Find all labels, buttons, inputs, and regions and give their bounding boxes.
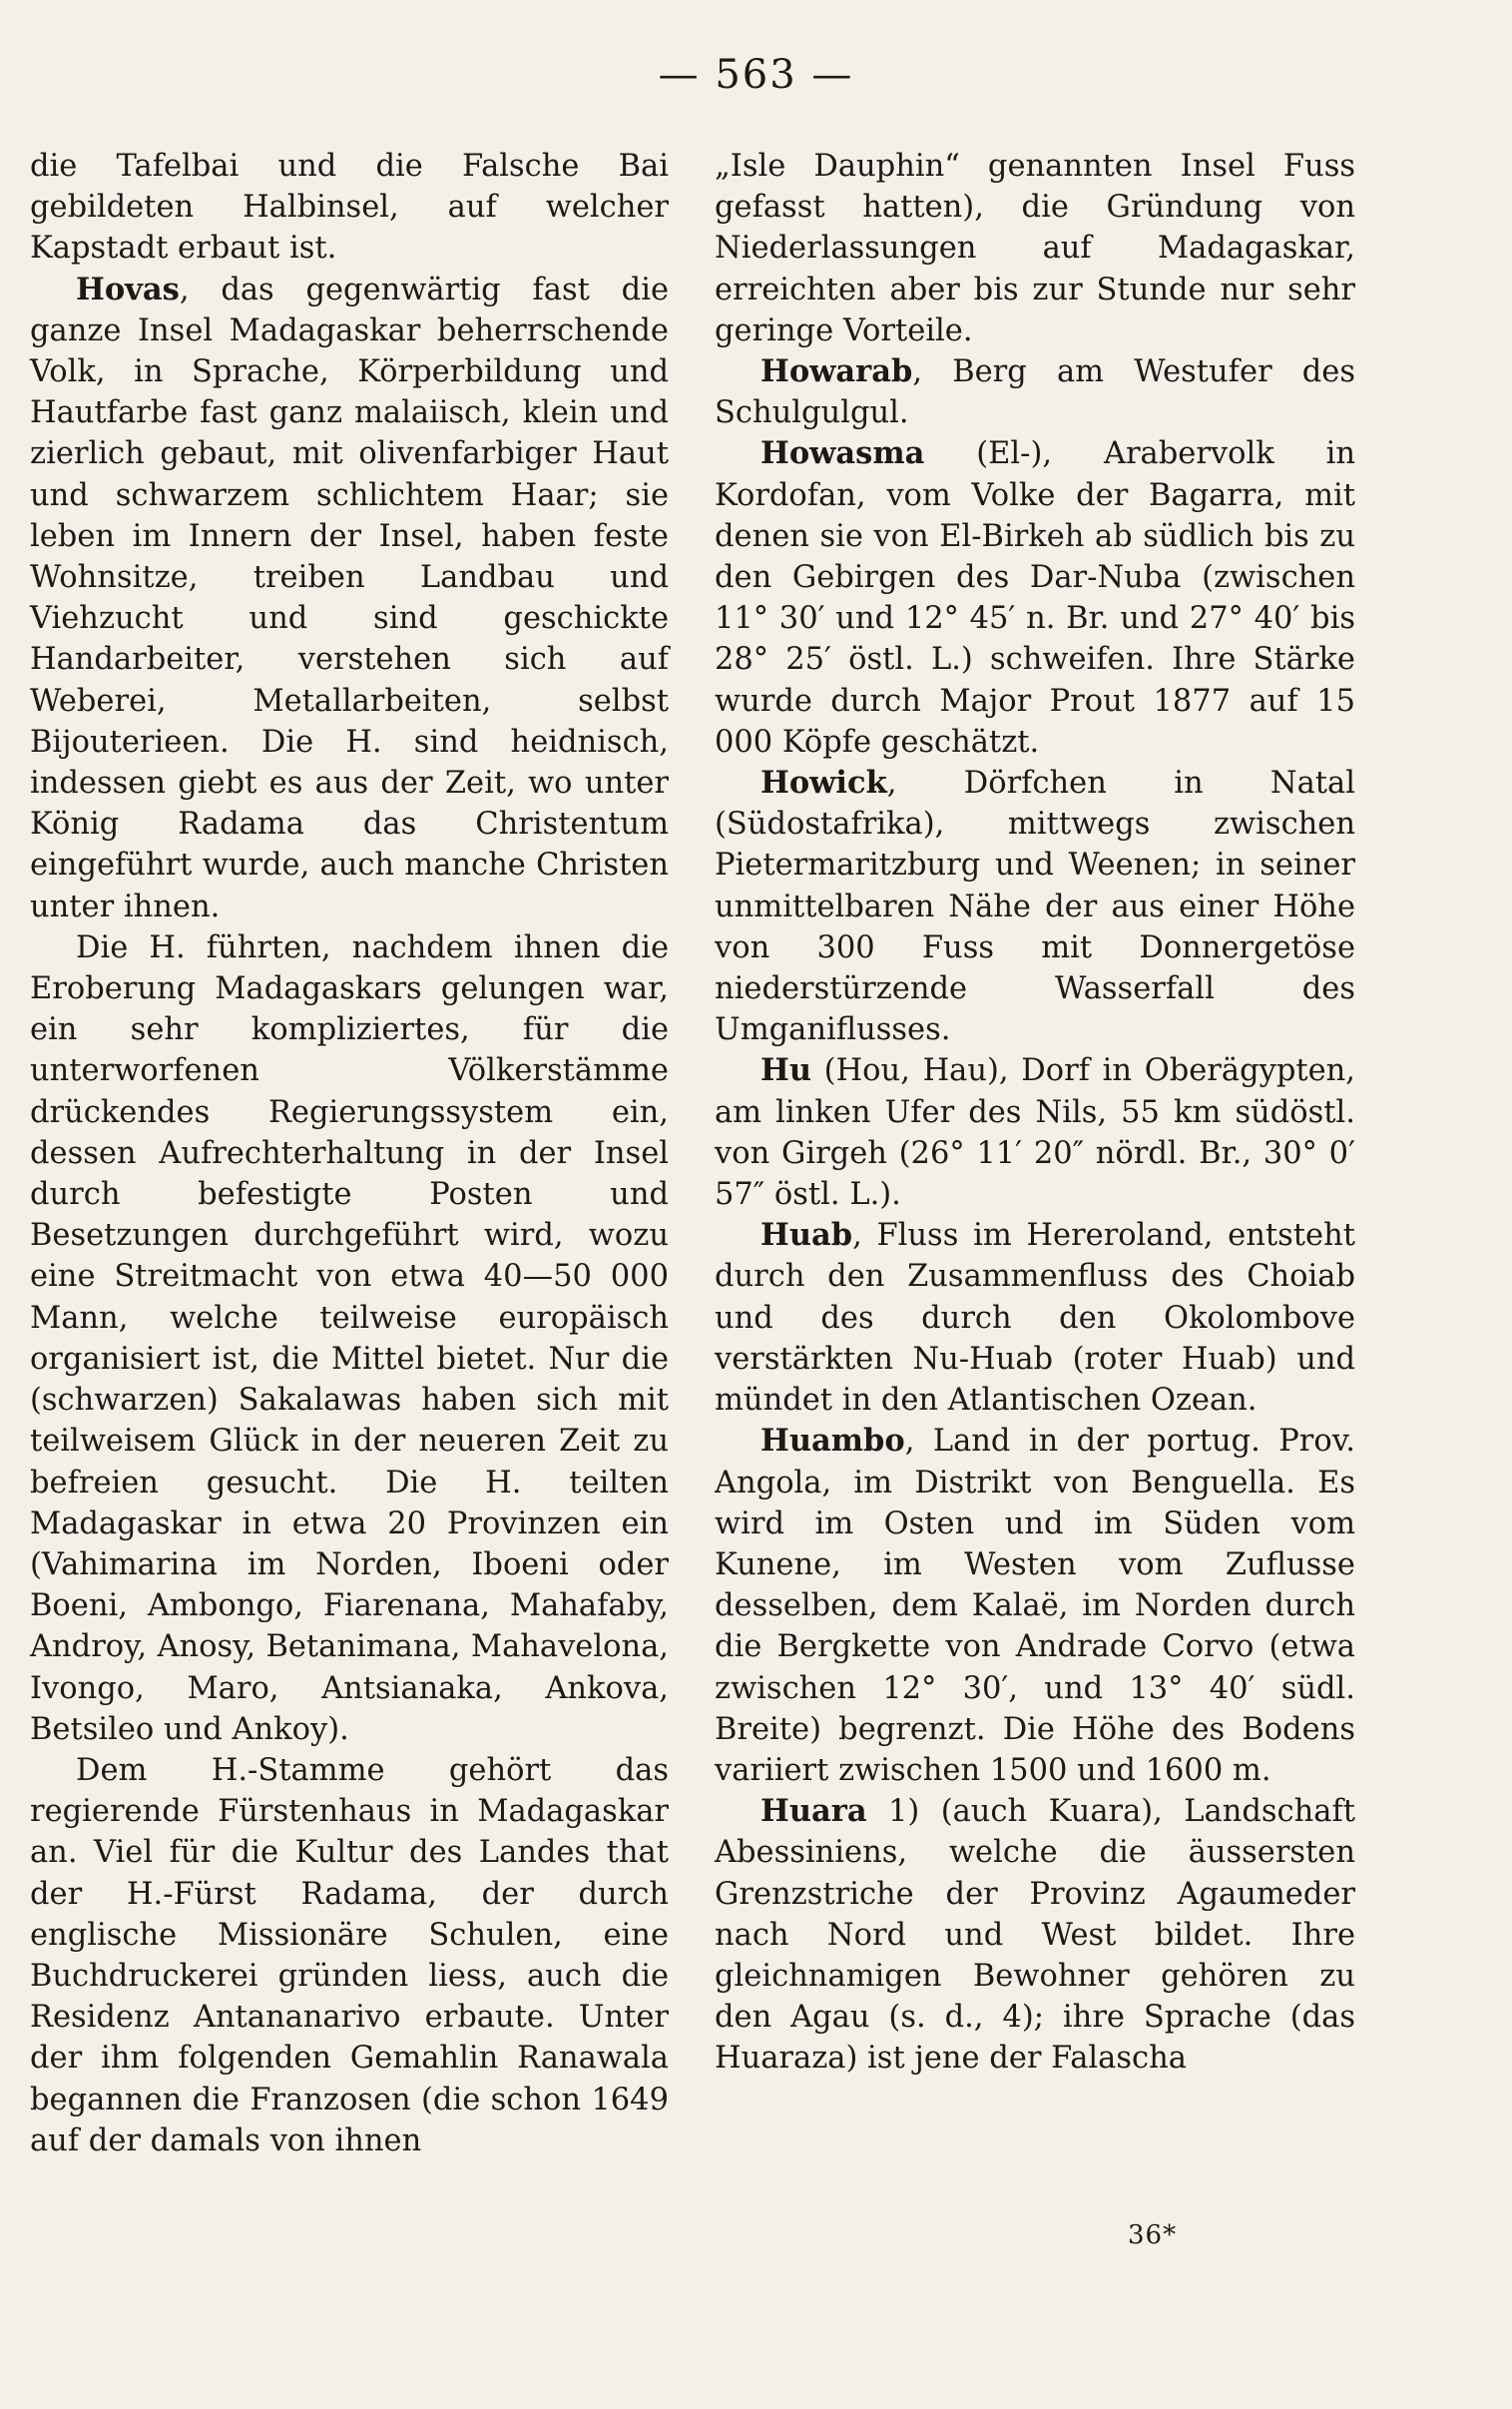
paragraph: Dem H.-Stamme gehört das regierende Fürstenhaus in Madagaskar an. Viel für die Kultur des Landes that der H.-Fürst Radama, der durch englische Missionäre Schulen, eine Buchdruckerei gründen liess, auch die Residenz Antananarivo erbaute. Unter der ihm folgenden Gemahlin Ranawala begannen die Franzosen (die schon 1649 auf der damals von ihnen	[30, 1752, 669, 2158]
entry-text: 1) (auch Kuara), Landschaft Abessiniens, welche die äussersten Grenzstriche der Provinz Agaumeder nach Nord und West bildet. Ihre gleichnamigen Bewohner gehören zu den Agau (s. d., 4); ihre Sprache (das Huaraza) ist jene der Falascha	[715, 1794, 1355, 2077]
entry-howick	[715, 763, 1355, 1050]
entry-headword: Howick	[760, 765, 887, 802]
paragraph: Die H. führten, nachdem ihnen die Eroberung Madagaskars gelungen war, ein sehr kompliziertes, für die unterworfenen Völkerstämme drückendes Regierungssystem ein, dessen Aufrechterhaltung in der Insel durch befestigte Posten und Besetzungen durchgeführt wird, wozu eine Streitmacht von etwa 40—50 000 Mann, welche teilweise europäisch organisiert ist, die Mittel bietet. Nur die (schwarzen) Sakalawas haben sich mit teilweisem Glück in der neueren Zeit zu befreien gesucht. Die H. teilten Madagaskar in etwa 20 Provinzen ein (Vahimarina im Norden, Iboeni oder Boeni, Ambongo, Fiarenana, Mahafaby, Androy, Anosy, Betanimana, Mahavelona, Ivongo, Maro, Antsianaka, Ankova, Betsileo und Ankoy).	[30, 929, 669, 1747]
entry-howarab	[715, 351, 1355, 433]
paragraph: die Tafelbai und die Falsche Bai gebildeten Halbinsel, auf welcher Kapstadt erbaut ist.	[30, 149, 669, 267]
entry-text: , Land in der portug. Prov. Angola, im Distrikt von Benguella. Es wird im Osten und im Süden vom Kunene, im Westen vom Zuflusse desselben, dem Kalaë, im Norden durch die Bergkette von Andrade Corvo (etwa zwischen 12° 30′, und 13° 40′ südl. Breite) begrenzt. Die Höhe des Bodens variiert zwischen 1500 und 1600 m.	[715, 1424, 1355, 1788]
entry-headword: Howasma	[760, 435, 925, 472]
entry-headword: Huambo	[760, 1423, 905, 1460]
entry-text: , das gegenwärtig fast die ganze Insel Madagaskar beherrschende Volk, in Sprache, Körperbildung und Hautfarbe fast ganz malaiisch, klein und zierlich gebaut, mit olivenfarbiger Haut und schwarzem schlichtem Haar; sie leben im Innern der Insel, haben feste Wohnsitze, treiben Landbau und Viehzucht und sind geschickte Handarbeiter, verstehen sich auf Weberei, Metallarbeiten, selbst Bijouterieen. Die H. sind heidnisch, indessen giebt es aus der Zeit, wo unter König Radama das Christentum eingeführt wurde, auch manche Christen unter ihnen.	[30, 272, 669, 924]
signature-mark: 36*	[1128, 2220, 1178, 2250]
right-column	[715, 146, 1355, 2080]
page-number: — 563 —	[658, 52, 854, 98]
entry-hu	[715, 1050, 1355, 1215]
entry-headword: Howarab	[760, 353, 913, 390]
entry-text: (Hou, Hau), Dorf in Oberägypten, am linken Ufer des Nils, 55 km südöstl. von Girgeh (26° 11′ 20″ nördl. Br., 30° 0′ 57″ östl. L.).	[715, 1053, 1355, 1213]
entry-headword: Hu	[760, 1052, 811, 1089]
entry-howasma	[715, 433, 1355, 763]
paragraph: „Isle Dauphin“ genannten Insel Fuss gefasst hatten), die Gründung von Niederlassungen auf Madagaskar, erreichten aber bis zur Stunde nur sehr geringe Vorteile.	[715, 149, 1355, 348]
entry-hovas	[30, 270, 669, 927]
entry-text: , Dörfchen in Natal (Südostafrika), mittwegs zwischen Pietermaritzburg und Weenen; in seiner unmittelbaren Nähe der aus einer Höhe von 300 Fuss mit Donnergetöse niederstürzende Wasserfall des Umganiflusses.	[715, 766, 1355, 1048]
entry-headword: Hovas	[76, 271, 180, 307]
left-column	[30, 146, 669, 2161]
entry-text: , Fluss im Hereroland, entsteht durch den Zusammenfluss des Choiab und des durch den Okolombove verstärkten Nu-Huab (roter Huab) und mündet in den Atlantischen Ozean.	[715, 1218, 1355, 1419]
entry-text: (El-), Arabervolk in Kordofan, vom Volke der Bagarra, mit denen sie von El-Birkeh ab südlich bis zu den Gebirgen des Dar-Nuba (zwischen 11° 30′ und 12° 45′ n. Br. und 27° 40′ bis 28° 25′ östl. L.) schweifen. Ihre Stärke wurde durch Major Prout 1877 auf 15 000 Köpfe geschätzt.	[715, 436, 1355, 760]
entry-huara	[715, 1791, 1355, 2079]
entry-headword: Huara	[760, 1793, 867, 1830]
entry-huambo	[715, 1421, 1355, 1791]
entry-headword: Huab	[760, 1217, 853, 1254]
entry-text: , Berg am Westufer des Schulgulgul.	[715, 354, 1355, 431]
entry-huab	[715, 1215, 1355, 1421]
